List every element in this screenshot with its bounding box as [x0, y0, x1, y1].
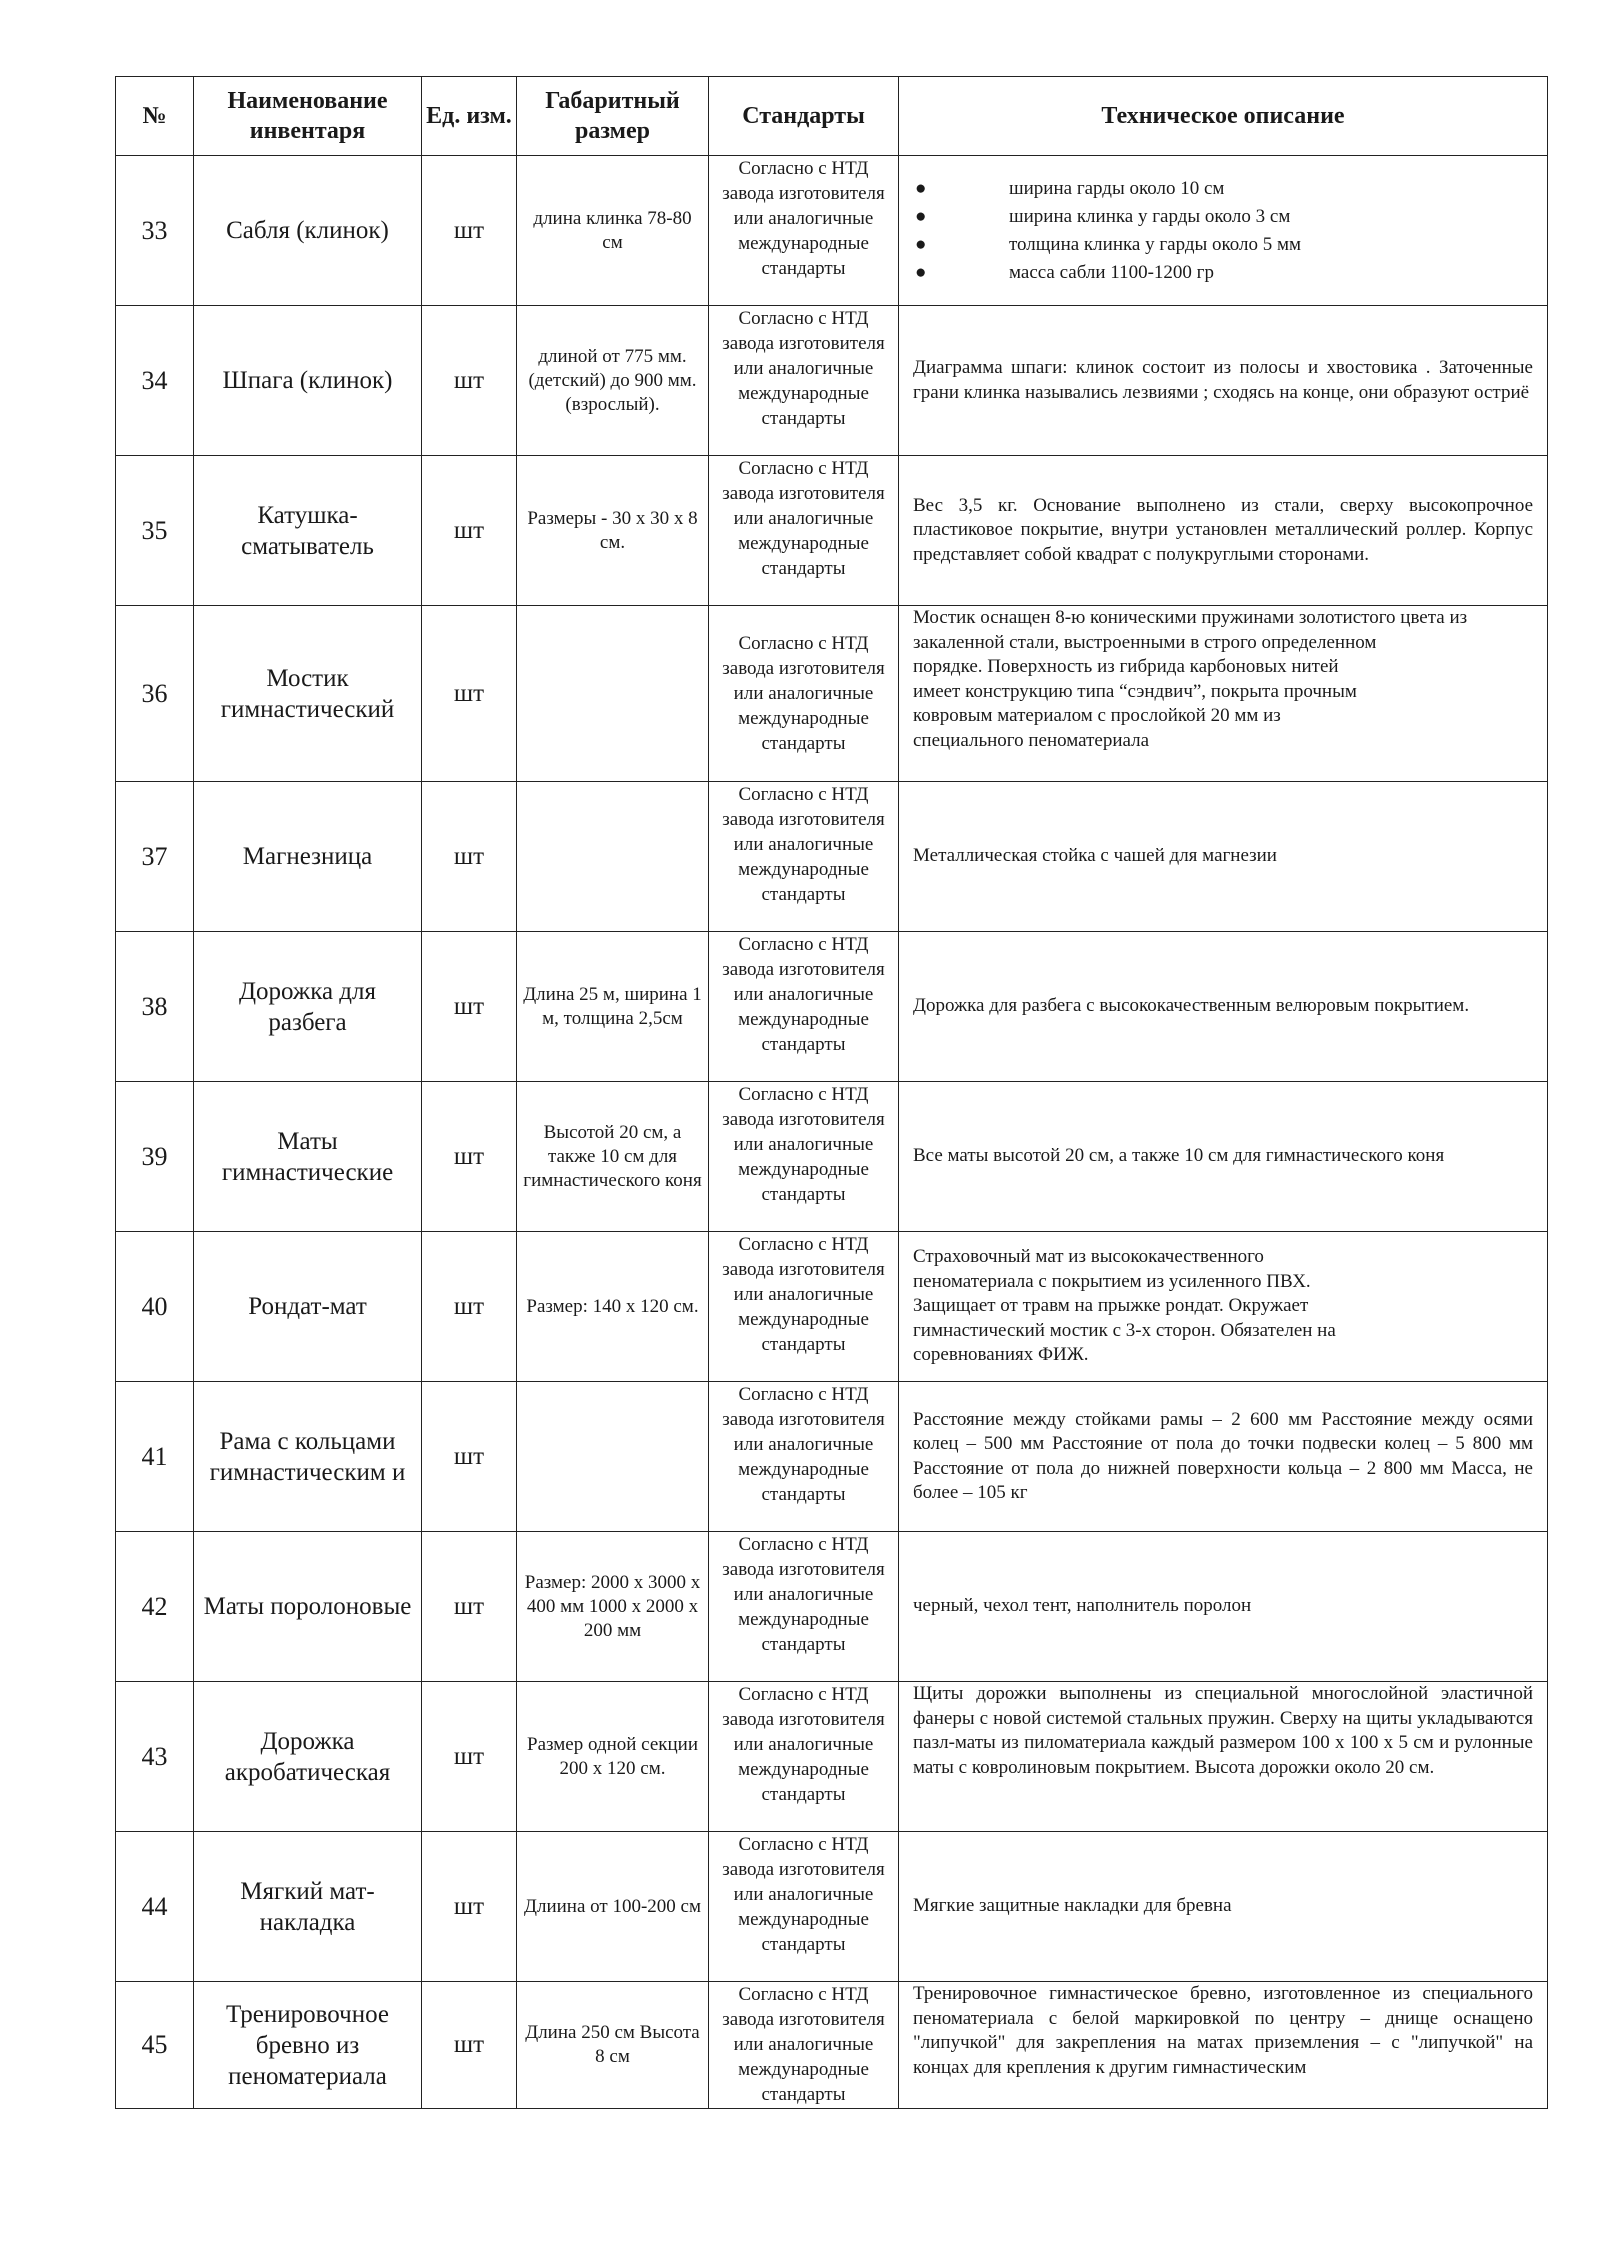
row-description	[899, 1232, 1548, 1382]
row-number: 40	[116, 1232, 194, 1382]
row-description: Вес 3,5 кг. Основание выполнено из стали, сверху высокопрочное пластиковое покрытие, внутри установлен металлический роллер. Корпус представляет собой квадрат с полукруглыми сторонами.	[899, 456, 1548, 606]
row-size	[517, 606, 709, 782]
row-number: 34	[116, 306, 194, 456]
row-unit: шт	[422, 1682, 517, 1832]
row-standard: Согласно с НТД завода изготовителя или аналогичные международные стандарты	[709, 782, 899, 932]
bullet-icon: ●	[915, 205, 927, 227]
row-standard: Согласно с НТД завода изготовителя или аналогичные международные стандарты	[709, 606, 899, 782]
row-unit: шт	[422, 1832, 517, 1982]
row-description	[899, 156, 1548, 306]
row-name: Маты поролоновые	[194, 1532, 422, 1682]
row-standard: Согласно с НТД завода изготовителя или аналогичные международные стандарты	[709, 1682, 899, 1832]
row-size: длиной от 775 мм. (детский) до 900 мм. (взрослый).	[517, 306, 709, 456]
row-size: Длина 250 см Высота 8 см	[517, 1982, 709, 2109]
row-standard: Согласно с НТД завода изготовителя или аналогичные международные стандарты	[709, 456, 899, 606]
row-number: 33	[116, 156, 194, 306]
header-size: Габаритный размер	[517, 77, 709, 156]
table-row	[116, 1382, 1548, 1532]
description-line: гимнастический мостик с 3-х сторон. Обязателен на	[913, 1319, 1336, 1341]
row-unit: шт	[422, 1532, 517, 1682]
row-standard: Согласно с НТД завода изготовителя или аналогичные международные стандарты	[709, 156, 899, 306]
row-standard: Согласно с НТД завода изготовителя или аналогичные международные стандарты	[709, 932, 899, 1082]
row-description	[899, 1982, 1548, 2109]
row-description: Щиты дорожки выполнены из специальной многослойной эластичной фанеры с новой системой стальных пружин. Сверху на щиты укладываются пазл-маты из пиломатериала каждый размером 100 х 100 х 5 см и рулонные маты с ковролиновым покрытием. Высота дорожки около 20 см.	[899, 1682, 1548, 1832]
description-line: пеноматериала с покрытием из усиленного ПВХ.	[913, 1270, 1311, 1292]
row-size: Размер: 140 х 120 см.	[517, 1232, 709, 1382]
row-standard: Согласно с НТД завода изготовителя или аналогичные международные стандарты	[709, 1832, 899, 1982]
row-size	[517, 782, 709, 932]
row-standard	[709, 1982, 899, 2109]
row-size: длина клинка 78-80 см	[517, 156, 709, 306]
table-row	[116, 1232, 1548, 1382]
row-unit: шт	[422, 1382, 517, 1532]
row-size: Длина 25 м, ширина 1 м, толщина 2,5см	[517, 932, 709, 1082]
table-row	[116, 1682, 1548, 1832]
row-description: Дорожка для разбега с высококачественным велюровым покрытием.	[899, 932, 1548, 1082]
description-line: закаленной стали, выстроенными в строго определенном	[913, 631, 1377, 653]
row-name: Дорожка для разбега	[194, 932, 422, 1082]
row-unit: шт	[422, 1082, 517, 1232]
row-number: 43	[116, 1682, 194, 1832]
description-line: имеет конструкцию типа “сэндвич”, покрыта прочным	[913, 680, 1357, 702]
description-line: Страховочный мат из высококачественного	[913, 1246, 1264, 1268]
row-unit: шт	[422, 1982, 517, 2109]
row-name: Тренировочное бревно из пеноматериала	[194, 1982, 422, 2109]
row-description: Расстояние между стойками рамы – 2 600 мм Расстояние между осями колец – 500 мм Расстояние от пола до точки подвески колец – 5 800 мм Расстояние от пола до нижней поверхности кольца – 2 800 мм Масса, не более – 105 кг	[899, 1382, 1548, 1532]
inventory-table	[115, 76, 1548, 2109]
row-name: Мягкий мат-накладка	[194, 1832, 422, 1982]
row-name: Рама с кольцами гимнастическим и	[194, 1382, 422, 1532]
table-row	[116, 932, 1548, 1082]
row-name: Катушка-сматыватель	[194, 456, 422, 606]
table-row	[116, 782, 1548, 932]
row-unit: шт	[422, 932, 517, 1082]
header-description: Техническое описание	[899, 77, 1548, 156]
row-number: 38	[116, 932, 194, 1082]
row-unit: шт	[422, 156, 517, 306]
row-unit: шт	[422, 1232, 517, 1382]
table-row	[116, 1832, 1548, 1982]
table-row	[116, 156, 1548, 306]
row-standard: Согласно с НТД завода изготовителя или аналогичные международные стандарты	[709, 1382, 899, 1532]
row-number: 41	[116, 1382, 194, 1532]
row-name: Рондат-мат	[194, 1232, 422, 1382]
row-standard: Согласно с НТД завода изготовителя или аналогичные международные стандарты	[709, 1232, 899, 1382]
list-item: ● ширина клинка у гарды около 3 см	[913, 203, 1533, 231]
row-number: 42	[116, 1532, 194, 1682]
row-description: Диаграмма шпаги: клинок состоит из полосы и хвостовика . Заточенные грани клинка назывались лезвиями ; сходясь на конце, они образуют остриё	[899, 306, 1548, 456]
row-number: 37	[116, 782, 194, 932]
bullet-icon: ●	[915, 177, 927, 199]
table-row	[116, 606, 1548, 782]
row-standard: Согласно с НТД завода изготовителя или аналогичные международные стандарты	[709, 1532, 899, 1682]
bullet-icon: ●	[915, 261, 927, 283]
row-number: 36	[116, 606, 194, 782]
row-number: 44	[116, 1832, 194, 1982]
row-description: Мягкие защитные накладки для бревна	[899, 1832, 1548, 1982]
header-unit: Ед. изм.	[422, 77, 517, 156]
header-standards: Стандарты	[709, 77, 899, 156]
table-row	[116, 1082, 1548, 1232]
table-header-row	[116, 77, 1548, 156]
row-name: Дорожка акробатическая	[194, 1682, 422, 1832]
description-line: ковровым материалом с прослойкой 20 мм из	[913, 705, 1281, 726]
row-standard: Согласно с НТД завода изготовителя или аналогичные международные стандарты	[709, 306, 899, 456]
bullet-icon: ●	[915, 233, 927, 255]
table-row	[116, 306, 1548, 456]
row-size: Размер одной секции 200 х 120 см.	[517, 1682, 709, 1832]
row-description: черный, чехол тент, наполнитель поролон	[899, 1532, 1548, 1682]
row-unit: шт	[422, 782, 517, 932]
row-description: Металлическая стойка с чашей для магнезии	[899, 782, 1548, 932]
table-row	[116, 1982, 1548, 2109]
row-standard: Согласно с НТД завода изготовителя или аналогичные международные стандарты	[709, 1082, 899, 1232]
description-text-clipped: Тренировочное гимнастическое бревно, изготовленное из специального пеноматериала с белой маркировкой по центру – днище оснащено "липучкой" для закрепления на матах приземления – с "липучкой" на концах для крепления к другим гимнастическим	[913, 1983, 1533, 2078]
description-line: Мостик оснащен 8-ю коническими пружинами золотистого цвета из	[913, 607, 1468, 628]
row-name: Мостик гимнастический	[194, 606, 422, 782]
standard-text-clipped: Согласно с НТД завода изготовителя или аналогичные международные стандарты	[722, 1984, 885, 2105]
list-item: ● масса сабли 1100-1200 гр	[913, 259, 1533, 287]
description-line: специального пеноматериала	[913, 729, 1150, 751]
row-size: Длиина от 100-200 см	[517, 1832, 709, 1982]
row-size: Высотой 20 см, а также 10 см для гимнастического коня	[517, 1082, 709, 1232]
description-line: соревнованиях ФИЖ.	[913, 1344, 1089, 1366]
row-size	[517, 1382, 709, 1532]
row-name: Маты гимнастические	[194, 1082, 422, 1232]
row-name: Сабля (клинок)	[194, 156, 422, 306]
row-size: Размер: 2000 х 3000 х 400 мм 1000 х 2000 х 200 мм	[517, 1532, 709, 1682]
table-row	[116, 456, 1548, 606]
row-number: 39	[116, 1082, 194, 1232]
description-bullet-list	[913, 175, 1533, 287]
document-page	[115, 76, 1547, 2109]
row-description: Все маты высотой 20 см, а также 10 см для гимнастического коня	[899, 1082, 1548, 1232]
row-number: 35	[116, 456, 194, 606]
row-number: 45	[116, 1982, 194, 2109]
row-unit: шт	[422, 306, 517, 456]
row-unit: шт	[422, 456, 517, 606]
description-line: порядке. Поверхность из гибрида карбоновых нитей	[913, 656, 1339, 677]
description-line: Защищает от травм на прыжке рондат. Окружает	[913, 1295, 1309, 1317]
row-unit: шт	[422, 606, 517, 782]
header-name: Наименование инвентаря	[194, 77, 422, 156]
row-description	[899, 606, 1548, 782]
table-row	[116, 1532, 1548, 1682]
list-item: ● толщина клинка у гарды около 5 мм	[913, 231, 1533, 259]
row-name: Шпага (клинок)	[194, 306, 422, 456]
list-item: ● ширина гарды около 10 см	[913, 175, 1533, 203]
row-name: Магнезница	[194, 782, 422, 932]
header-num: №	[116, 77, 194, 156]
row-size: Размеры - 30 х 30 х 8 см.	[517, 456, 709, 606]
